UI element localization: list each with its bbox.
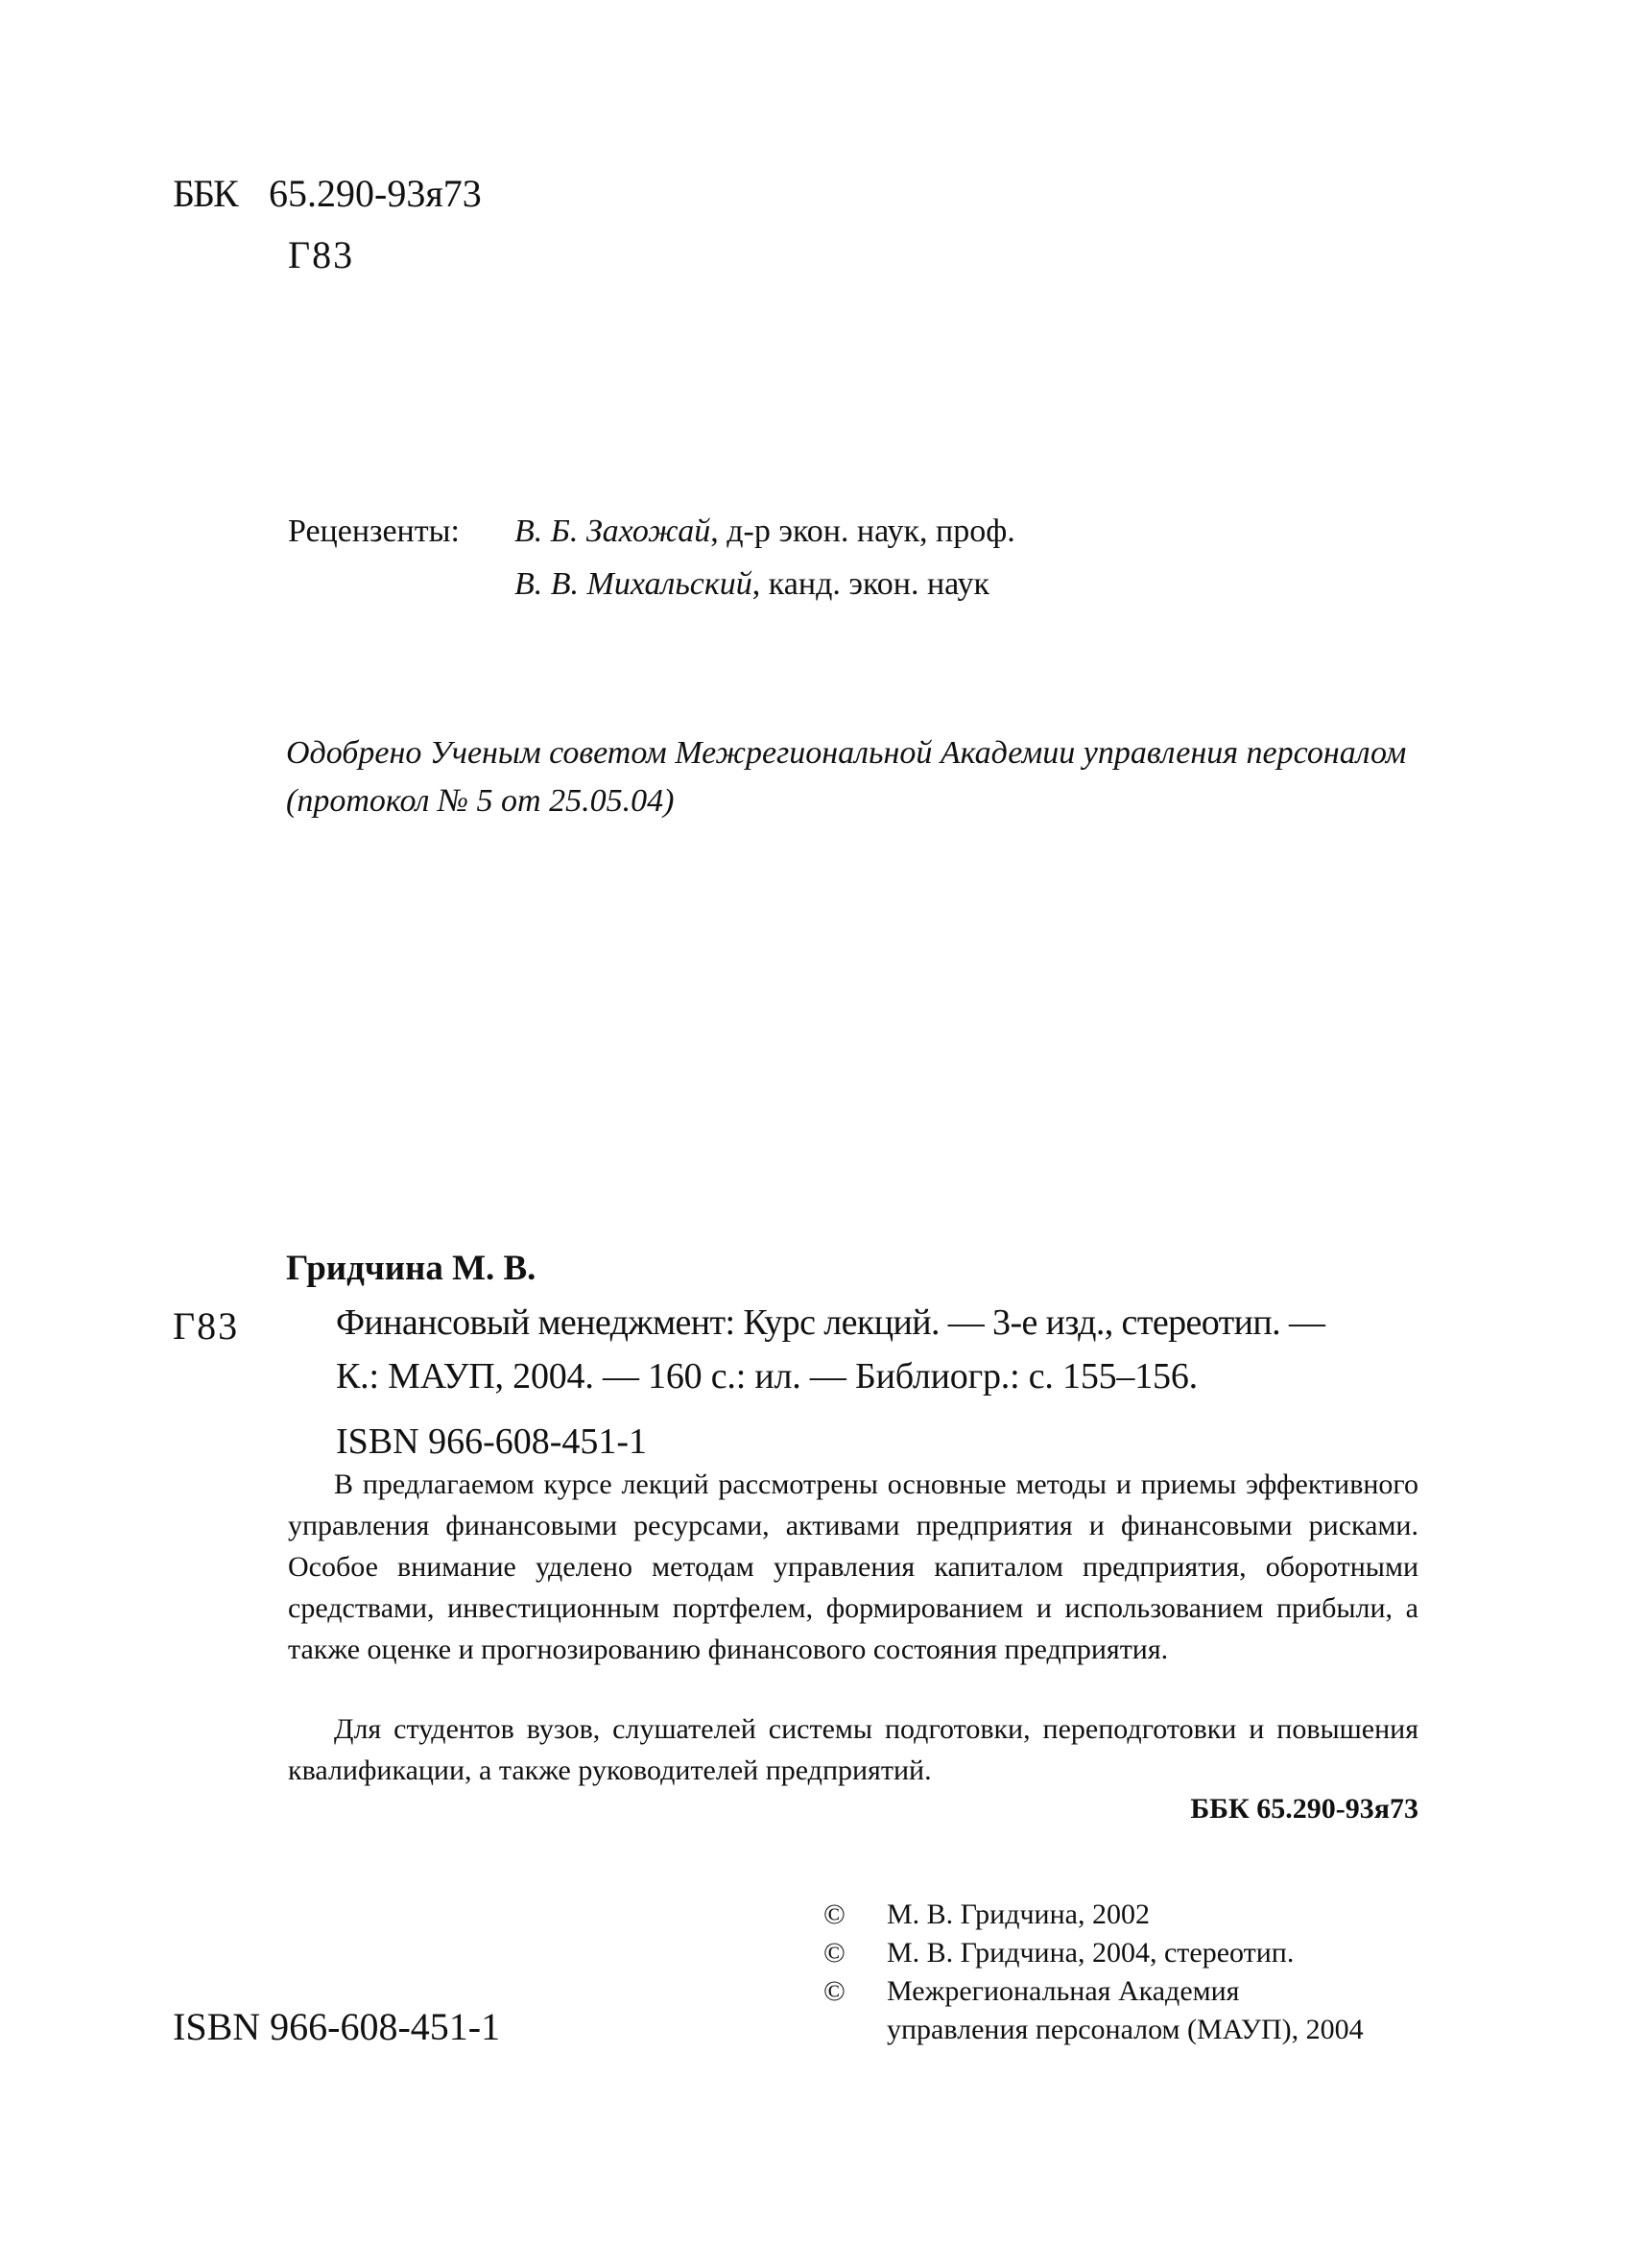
copyright-text-1: М. В. Гридчина, 2002 [887,1898,1150,1930]
book-author: Гридчина М. В. [286,1249,536,1288]
annotation-paragraph-1: В предлагаемом курсе лекций рассмотрены основные методы и приемы эффективного управления финансовыми ресурсами, активами предприятия и финансовыми рисками. Особое внимание уделено методам управления капиталом предприятия, оборотными средствами, инвестиционным портфелем, формированием и использованием прибыли, а также оценке и прогнозированию финансового состояния предприятия. [288,1468,1418,1665]
bibliography-isbn: ISBN 966-608-451-1 [336,1421,648,1462]
copyright-text-3: Межрегиональная Академия [887,1975,1240,2007]
copyright-text-2: М. В. Гридчина, 2004, стереотип. [887,1937,1295,1969]
reviewer-2 [514,566,989,603]
copyright-symbol: © [823,1975,846,2007]
bibliography-code: Г83 [173,1304,240,1348]
copyright-line-1 [823,1896,1150,1934]
copyright-symbol: © [823,1937,846,1969]
reviewer-1 [514,513,1015,550]
bibliography-line-2: К.: МАУП, 2004. — 160 с.: ил. — Библиогр.: с. 155–156. [336,1356,1198,1397]
reviewer-1-title: , д-р экон. наук, проф. [710,513,1015,549]
isbn-bottom: ISBN 966-608-451-1 [173,2005,501,2048]
copyright-line-3 [823,1972,1239,2011]
approval-note: Одобрено Ученым советом Межрегиональной Академии управления персоналом (протокол № 5 от 25.05.04) [286,735,1407,819]
reviewers-label: Рецензенты: [288,513,460,549]
author-code: Г83 [288,233,355,276]
copyright-line-4: управления персоналом (МАУП), 2004 [887,2014,1364,2045]
bbk-label: ББК [173,172,237,215]
reviewer-2-title: , канд. экон. наук [751,566,990,602]
bibliography-line-1: Финансовый менеджмент: Курс лекций. — 3-е изд., стереотип. — [336,1302,1325,1343]
reviewer-1-name: В. Б. Захожай [514,513,711,549]
annotation-block-1 [288,1464,1418,1670]
copyright-line-2 [823,1934,1294,1972]
bbk-code: 65.290-93я73 [269,172,482,215]
reviewer-2-name: В. В. Михальский [514,566,752,602]
copyright-symbol: © [823,1898,846,1930]
annotation-paragraph-2: Для студентов вузов, слушателей системы подготовки, переподготовки и повышения квалификации, а также руководителей предприятий. [288,1713,1418,1786]
bbk-bottom: ББК 65.290-93я73 [1190,1793,1418,1825]
annotation-block-2 [288,1708,1418,1791]
